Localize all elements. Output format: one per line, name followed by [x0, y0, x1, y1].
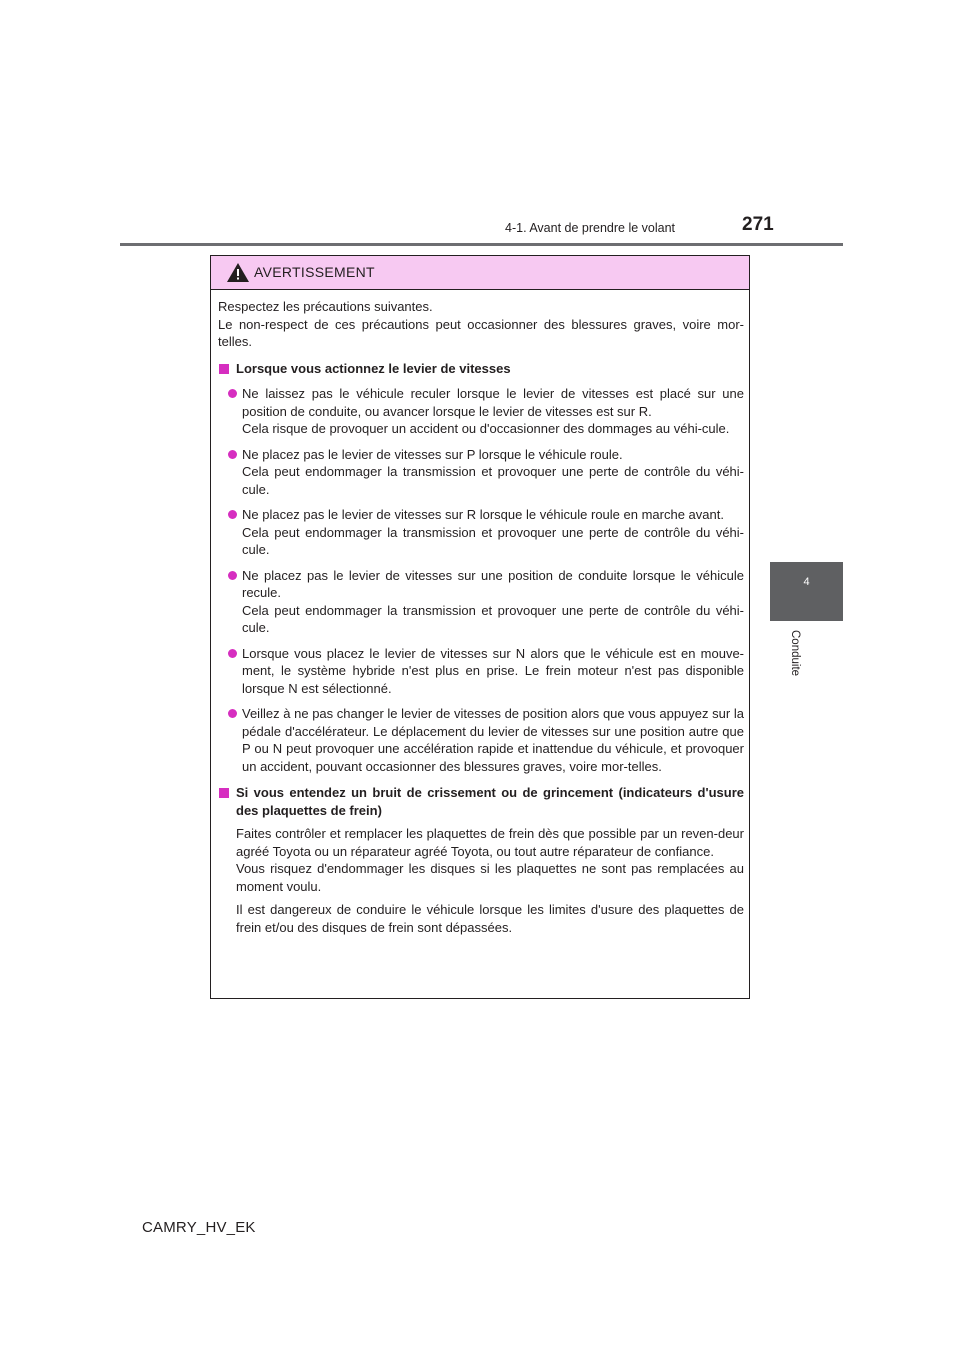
- list-item-text: Ne laissez pas le véhicule reculer lorsque le levier de vitesses est placé sur une position de conduite, ou avancer lorsque le levier de vitesses est sur R.: [242, 386, 744, 419]
- section-square-icon: [219, 364, 229, 374]
- section-paragraph: [218, 825, 744, 895]
- warning-box: [210, 255, 750, 999]
- list-item-note: Cela peut endommager la transmission et provoquer une perte de contrôle du véhi-cule.: [242, 602, 744, 635]
- warning-intro-consequence: Le non-respect de ces précautions peut occasionner des blessures graves, voire mor-telles.: [218, 316, 744, 349]
- warning-intro: Respectez les précautions suivantes.: [218, 299, 433, 314]
- warning-triangle-icon: [227, 263, 249, 282]
- list-item-text: Lorsque vous placez le levier de vitesses sur N alors que le véhicule est en mouve-ment, le système hybride n'est plus en prise. Le frein moteur n'est pas disponible lorsque N est sélectionné.: [242, 645, 744, 696]
- paragraph-line: Vous risquez d'endommager les disques si les plaquettes ne sont pas remplacées au moment voulu.: [236, 861, 744, 894]
- chapter-tab-number: 4: [803, 576, 810, 588]
- warning-header: [211, 256, 749, 290]
- header-section-title: 4-1. Avant de prendre le volant: [505, 221, 676, 235]
- section-heading: [218, 784, 744, 819]
- paragraph-line: Faites contrôler et remplacer les plaquettes de frein dès que possible par un reven-deur agréé Toyota ou un réparateur agréé Toyota, ou tout autre réparateur de confiance.: [236, 826, 744, 859]
- list-item-text: Veillez à ne pas changer le levier de vitesses de position alors que vous appuyez sur la pédale d'accélérateur. Le déplacement du levier de vitesses sur une position autre que P ou N peut provoquer une accélération rapide et inattendue du véhicule, et provoquer un accident, pouvant occasionner des blessures graves, voire mor-telles.: [242, 706, 744, 774]
- chapter-tab: [770, 562, 843, 621]
- list-item: [218, 567, 744, 637]
- chapter-label: [787, 630, 801, 690]
- list-item-note: Cela peut endommager la transmission et provoquer une perte de contrôle du véhi-cule.: [242, 524, 744, 557]
- bullet-dot-icon: [228, 389, 237, 398]
- bullet-dot-icon: [228, 649, 237, 658]
- list-item: [218, 446, 744, 499]
- section-heading-text: Lorsque vous actionnez le levier de vitesses: [236, 360, 511, 376]
- bullet-dot-icon: [228, 571, 237, 580]
- section-paragraph: [218, 901, 744, 936]
- bullet-dot-icon: [228, 510, 237, 519]
- list-item: [218, 705, 744, 775]
- list-item-text: Ne placez pas le levier de vitesses sur P lorsque le véhicule roule.: [242, 446, 623, 462]
- page-number: 271: [742, 214, 774, 235]
- warning-body: [218, 298, 744, 936]
- list-item-note: Cela risque de provoquer un accident ou d'occasionner des dommages au véhi-cule.: [242, 421, 730, 436]
- chapter-label-text: Conduite: [789, 630, 801, 677]
- list-item-note: Cela peut endommager la transmission et provoquer une perte de contrôle du véhi-cule.: [242, 464, 744, 497]
- list-item-text: Ne placez pas le levier de vitesses sur une position de conduite lorsque le véhicule recule.: [242, 567, 744, 600]
- header-rule: [120, 243, 843, 246]
- document-code: CAMRY_HV_EK: [142, 1219, 256, 1236]
- list-item: [218, 506, 744, 559]
- section-heading-text: Si vous entendez un bruit de crissement ou de grincement (indicateurs d'usure des plaquettes de frein): [236, 785, 744, 818]
- warning-title: AVERTISSEMENT: [254, 264, 375, 280]
- section-square-icon: [219, 788, 229, 798]
- list-item-text: Ne placez pas le levier de vitesses sur R lorsque le véhicule roule en marche avant.: [242, 507, 724, 522]
- section-heading: [218, 360, 744, 378]
- list-item: [218, 385, 744, 438]
- list-item: [218, 645, 744, 698]
- bullet-dot-icon: [228, 450, 237, 459]
- paragraph-line: Il est dangereux de conduire le véhicule lorsque les limites d'usure des plaquettes de frein et/ou des disques de frein sont dépassées.: [236, 902, 744, 935]
- bullet-dot-icon: [228, 709, 237, 718]
